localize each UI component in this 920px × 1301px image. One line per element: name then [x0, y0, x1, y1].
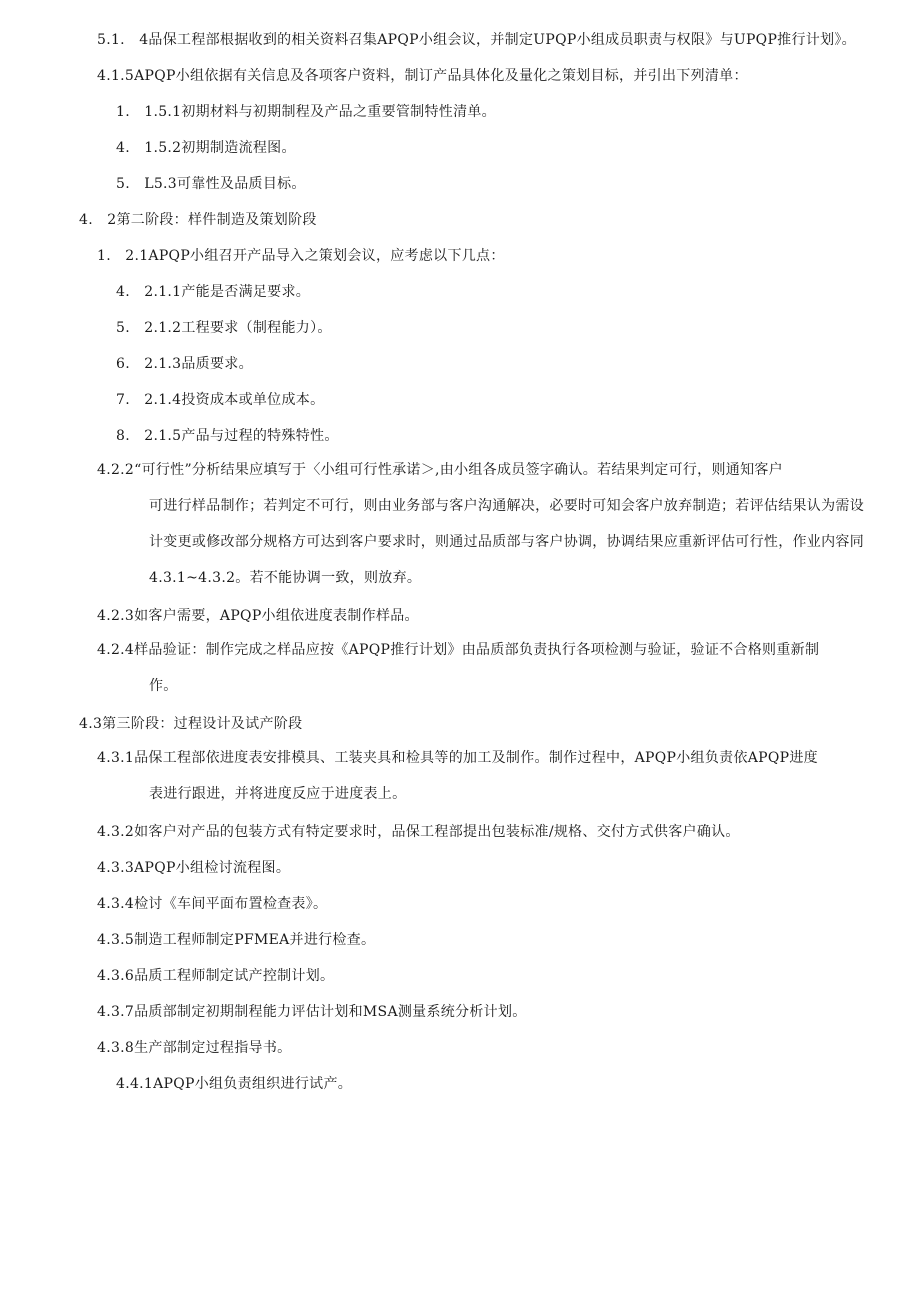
text-line-4-2-3: 4.2.3如客户需要，APQP小组依进度表制作样品。 [97, 608, 419, 624]
paragraph-4-3-1 [97, 740, 867, 812]
text-line-4-3-3: 4.3.3APQP小组检讨流程图。 [97, 860, 291, 876]
text-line-2-1-2: 5. 2.1.2工程要求（制程能力）。 [116, 320, 332, 336]
paragraph-4-2-2 [97, 452, 867, 596]
text-line-4-3-4: 4.3.4检讨《车间平面布置检查表》。 [97, 896, 328, 912]
paragraph-4-2-2-continuation: 可进行样品制作；若判定不可行，则由业务部与客户沟通解决，必要时可知会客户放弃制造；若评估结果认为需设计变更或修改部分规格方可达到客户要求时，则通过品质部与客户协调，协调结果应重新评估可行性，作业内容同4.3.1~4.3.2。若不能协调一致，则放弃。 [149, 498, 864, 586]
text-line-2-1: 1. 2.1APQP小组召开产品导入之策划会议，应考虑以下几点： [97, 248, 505, 264]
text-line-4-3-7: 4.3.7品质部制定初期制程能力评估计划和MSA测量系统分析计划。 [97, 1004, 527, 1020]
paragraph-4-2-2-first-line: 4.2.2“可行性”分析结果应填写于〈小组可行性承诺＞,由小组各成员签字确认。若结果判定可行，则通知客户 [97, 462, 783, 478]
section-heading-4-2: 4. 2第二阶段：样件制造及策划阶段 [79, 212, 317, 228]
paragraph-4-2-4 [97, 632, 867, 704]
text-line-4-3-5: 4.3.5制造工程师制定PFMEA并进行检查。 [97, 932, 376, 948]
text-line-1-5-1: 1. 1.5.1初期材料与初期制程及产品之重要管制特性清单。 [116, 104, 496, 120]
text-line-4-3-2: 4.3.2如客户对产品的包装方式有特定要求时，品保工程部提出包装标准/规格、交付方式供客户确认。 [97, 824, 740, 840]
text-line-4-3-6: 4.3.6品质工程师制定试产控制计划。 [97, 968, 335, 984]
paragraph-4-3-1-continuation: 表进行跟进，并将进度反应于进度表上。 [149, 786, 407, 802]
text-line-2-1-1: 4. 2.1.1产能是否满足要求。 [116, 284, 311, 300]
text-line-4-3-8: 4.3.8生产部制定过程指导书。 [97, 1040, 292, 1056]
text-line-2-1-4: 7. 2.1.4投资成本或单位成本。 [116, 392, 325, 408]
text-line-1-5-3: 5. L5.3可靠性及品质目标。 [116, 176, 306, 192]
section-heading-4-3: 4.3第三阶段：过程设计及试产阶段 [79, 716, 303, 732]
paragraph-4-2-4-first-line: 4.2.4样品验证：制作完成之样品应按《APQP推行计划》由品质部负责执行各项检测与验证，验证不合格则重新制 [97, 642, 820, 658]
text-line-2-1-3: 6. 2.1.3品质要求。 [116, 356, 253, 372]
text-line-1-5-2: 4. 1.5.2初期制造流程图。 [116, 140, 296, 156]
paragraph-4-3-1-first-line: 4.3.1品保工程部依进度表安排模具、工装夹具和检具等的加工及制作。制作过程中，APQP小组负责依APQP进度 [97, 750, 818, 766]
text-line-4-4-1: 4.4.1APQP小组负责组织进行试产。 [116, 1076, 353, 1092]
text-line-4-1-5: 4.1.5APQP小组依据有关信息及各项客户资料，制订产品具体化及量化之策划目标，并引出下列清单： [97, 68, 748, 84]
text-line-2-1-5: 8. 2.1.5产品与过程的特殊特性。 [116, 428, 339, 444]
text-line-5-1-4: 5.1. 4品保工程部根据收到的相关资料召集APQP小组会议，并制定UPQP小组成员职责与权限》与UPQP推行计划》。 [97, 32, 856, 48]
paragraph-4-2-4-continuation: 作。 [149, 678, 178, 694]
